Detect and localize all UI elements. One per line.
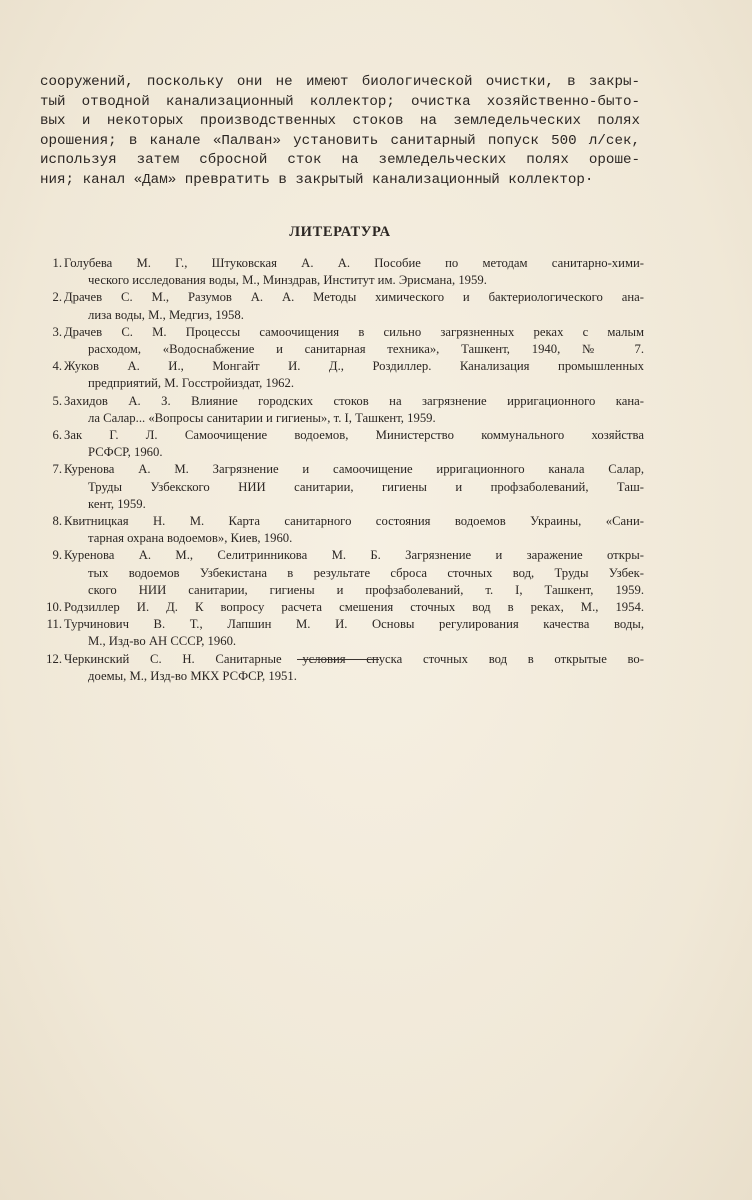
reference-item — [44, 599, 644, 616]
reference-line: Куренова А. М., Селитринникова М. Б. Загрязнение и заражение откры- — [64, 548, 644, 563]
references-list — [44, 255, 644, 685]
reference-number: 4. — [52, 359, 62, 374]
reference-item — [44, 513, 644, 547]
body-line: используя затем сбросной сток на земледельческих полях ороше- — [40, 152, 640, 169]
reference-line: ческого исследования воды, М., Минздрав, Институт им. Эрисмана, 1959. — [88, 273, 487, 288]
reference-line: М., Изд-во АН СССР, 1960. — [88, 634, 237, 649]
reference-line: доемы, М., Изд-во МКХ РСФСР, 1951. — [88, 668, 297, 683]
reference-item — [44, 393, 644, 427]
reference-line: Куренова А. М. Загрязнение и самоочищение ирригационного канала Салар, — [64, 462, 644, 477]
reference-line: лиза воды, М., Медгиз, 1958. — [88, 307, 244, 322]
reference-number: 7. — [52, 462, 62, 477]
reference-number: 10. — [46, 600, 62, 615]
reference-line: ского НИИ санитарии, гигиены и профзаболеваний, т. I, Ташкент, 1959. — [88, 582, 644, 597]
reference-line: Голубева М. Г., Штуковская А. А. Пособие по методам санитарно-хими- — [64, 256, 644, 270]
body-line: тый отводной канализационный коллектор; очистка хозяйственно-быто- — [40, 93, 640, 110]
reference-item — [44, 427, 644, 461]
reference-item — [44, 651, 644, 685]
reference-item — [44, 289, 644, 323]
reference-line: Труды Узбекского НИИ санитарии, гигиены и профзаболеваний, Таш- — [88, 479, 644, 494]
body-line: ния; канал «Дам» превратить в закрытый канализационный коллектор· — [40, 171, 594, 188]
reference-number: 3. — [52, 324, 62, 339]
reference-number: 1. — [52, 256, 62, 270]
reference-number: 6. — [52, 428, 62, 443]
references-heading: ЛИТЕРАТУРА — [289, 224, 391, 240]
reference-line: Захидов А. З. Влияние городских стоков на загрязнение ирригационного кана- — [64, 393, 644, 408]
reference-line: предприятий, М. Госстройиздат, 1962. — [88, 376, 295, 391]
reference-number: 8. — [52, 514, 62, 529]
reference-number: 2. — [52, 290, 62, 305]
reference-item — [44, 616, 644, 650]
reference-line: Турчинович В. Т., Лапшин М. И. Основы регулирования качества воды, — [64, 617, 644, 632]
reference-line: Черкинский С. Н. Санитарные условия спуска сточных вод в открытые во- — [64, 651, 644, 666]
reference-line: Зак Г. Л. Самоочищение водоемов, Министерство коммунального хозяйства — [64, 428, 644, 443]
reference-line: расходом, «Водоснабжение и санитарная техника», Ташкент, 1940, № 7. — [88, 342, 644, 357]
reference-line: тарная охрана водоемов», Киев, 1960. — [88, 531, 293, 546]
reference-line: Родзиллер И. Д. К вопросу расчета смешения сточных вод в реках, М., 1954. — [64, 600, 644, 615]
body-line: орошения; в канале «Палван» установить санитарный попуск 500 л/сек, — [40, 132, 640, 149]
body-paragraph — [40, 73, 640, 191]
body-line: вых и некоторых производственных стоков на земледельческих полях — [40, 113, 640, 130]
reference-line: кент, 1959. — [88, 496, 146, 511]
reference-number: 12. — [46, 651, 62, 666]
reference-item — [44, 358, 644, 392]
reference-item — [44, 547, 644, 599]
reference-line: Жуков А. И., Монгайт И. Д., Роздиллер. Канализация промышленных — [64, 359, 644, 374]
reference-number: 11. — [46, 617, 62, 632]
reference-line: тых водоемов Узбекистана в результате сброса сточных вод, Труды Узбек- — [88, 565, 644, 580]
reference-line: Драчев С. М. Процессы самоочищения в сильно загрязненных реках с малым — [64, 324, 644, 339]
reference-line: ла Салар... «Вопросы санитарии и гигиены», т. I, Ташкент, 1959. — [88, 410, 436, 425]
body-line: сооружений, поскольку они не имеют биологической очистки, в закры- — [40, 74, 640, 90]
reference-line: Квитницкая Н. М. Карта санитарного состояния водоемов Украины, «Сани- — [64, 514, 644, 529]
reference-line: Драчев С. М., Разумов А. А. Методы химического и бактериологического ана- — [64, 290, 644, 305]
reference-number: 5. — [52, 393, 62, 408]
reference-item — [44, 255, 644, 289]
end-rule — [297, 659, 379, 660]
reference-line: РСФСР, 1960. — [88, 445, 163, 460]
reference-item — [44, 461, 644, 513]
reference-number: 9. — [52, 548, 62, 563]
reference-item — [44, 324, 644, 358]
